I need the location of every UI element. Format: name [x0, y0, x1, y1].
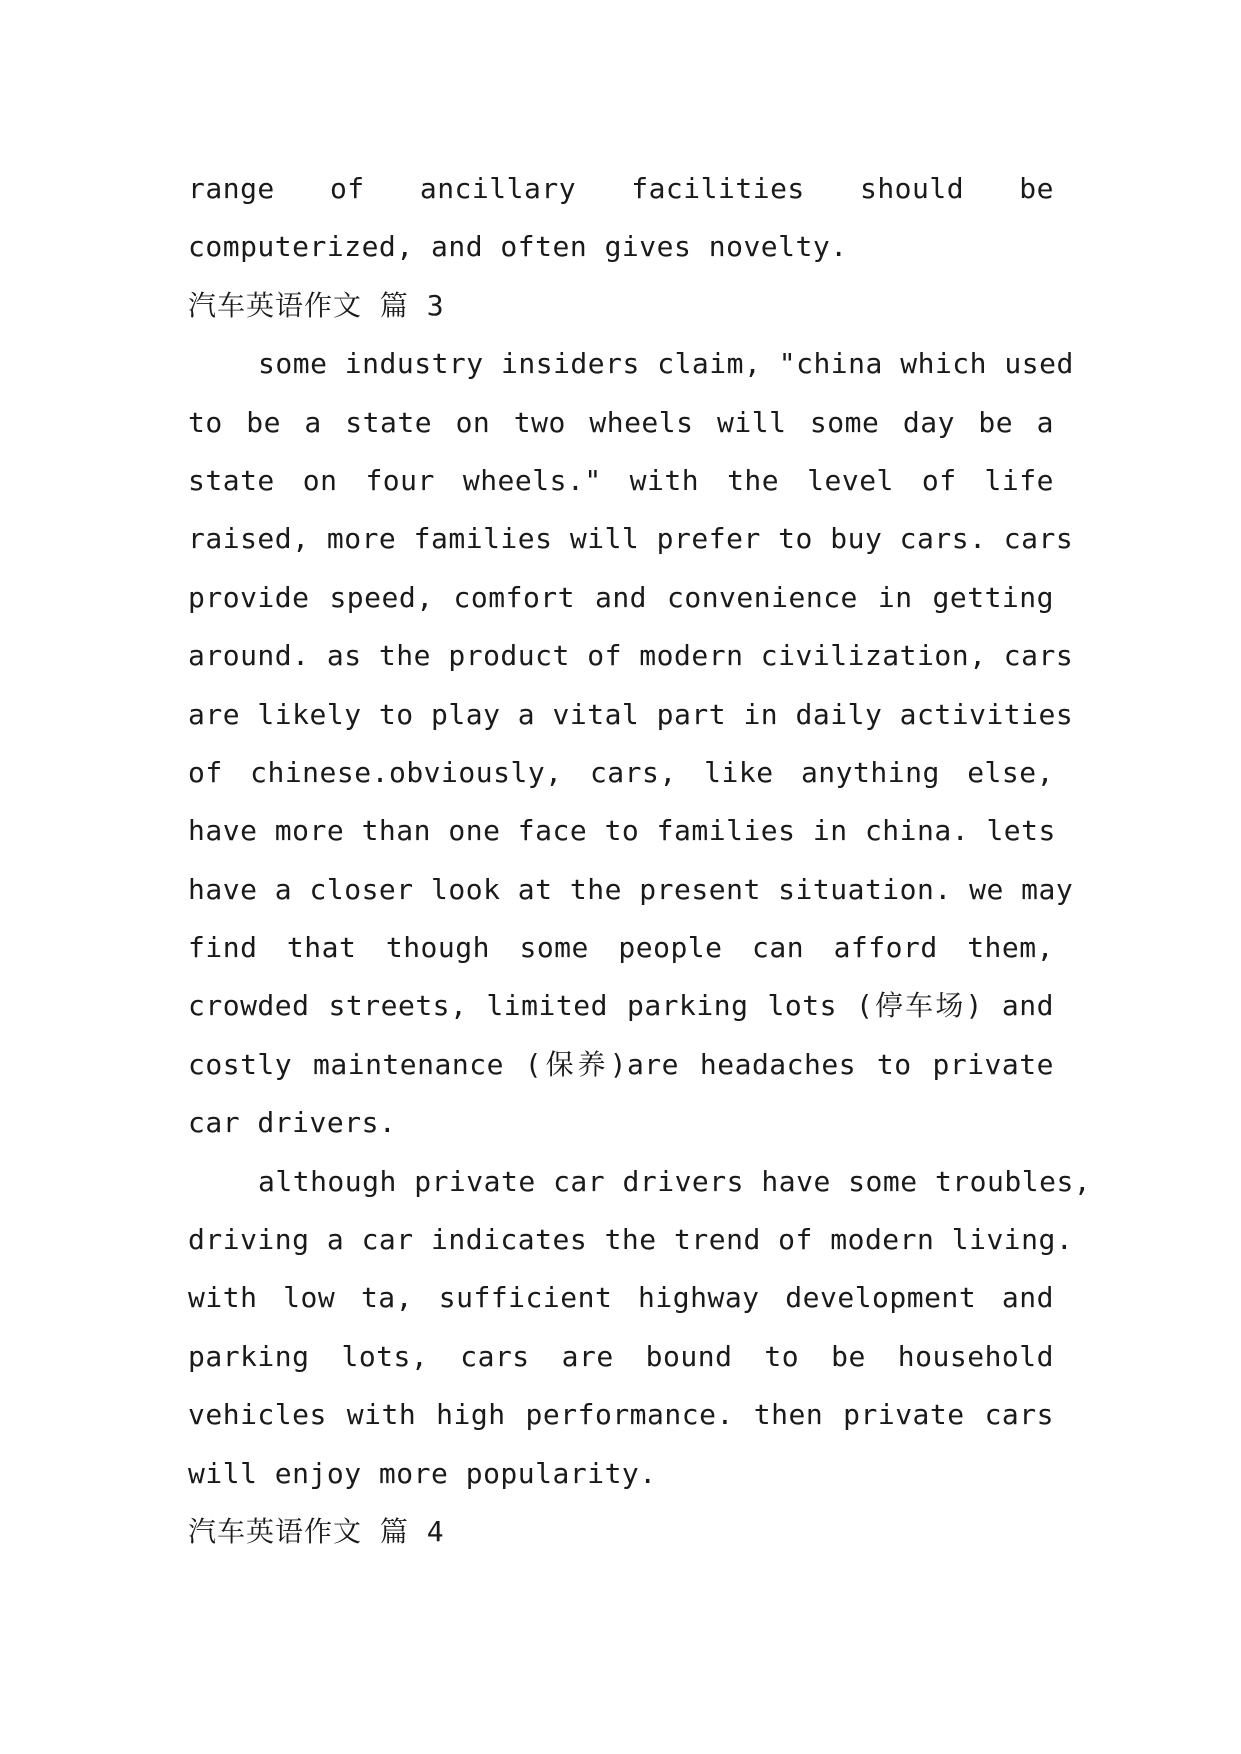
text-line: with low ta, sufficient highway development and: [188, 1281, 1054, 1315]
text-line: some industry insiders claim, "china which used: [258, 347, 1074, 381]
text-line: around. as the product of modern civilization, cars: [188, 639, 1074, 673]
section-heading-4: 汽车英语作文 篇 4: [188, 1514, 445, 1548]
section-heading-3: 汽车英语作文 篇 3: [188, 288, 445, 322]
text-line: although private car drivers have some troubles,: [258, 1164, 1092, 1198]
text-line: provide speed, comfort and convenience in getting: [188, 580, 1054, 614]
text-line: crowded streets, limited parking lots (停车场) and: [188, 989, 1054, 1023]
text-line: to be a state on two wheels will some day be a: [188, 405, 1054, 439]
text-line: computerized, and often gives novelty.: [188, 230, 848, 264]
text-line: driving a car indicates the trend of modern living.: [188, 1223, 1074, 1257]
text-line: will enjoy more popularity.: [188, 1456, 657, 1490]
paragraph-1: [188, 335, 1074, 1152]
text-line: parking lots, cars are bound to be household: [188, 1339, 1054, 1373]
text-line: range of ancillary facilities should be: [188, 172, 1054, 205]
text-line: have a closer look at the present situation. we may: [188, 872, 1074, 906]
text-line: vehicles with high performance. then private cars: [188, 1398, 1054, 1432]
continued-paragraph: [188, 160, 1054, 277]
text-line: costly maintenance (保养)are headaches to private: [188, 1047, 1054, 1081]
text-line: state on four wheels." with the level of life: [188, 463, 1054, 497]
text-line: raised, more families will prefer to buy cars. cars: [188, 522, 1074, 556]
text-line: car drivers.: [188, 1106, 397, 1140]
text-line: have more than one face to families in china. lets: [188, 814, 1056, 848]
text-line: find that though some people can afford them,: [188, 931, 1054, 965]
document-body: [188, 160, 1092, 1561]
text-line: are likely to play a vital part in daily activities: [188, 697, 1074, 731]
paragraph-2: [188, 1153, 1092, 1503]
text-line: of chinese.obviously, cars, like anything else,: [188, 755, 1054, 789]
